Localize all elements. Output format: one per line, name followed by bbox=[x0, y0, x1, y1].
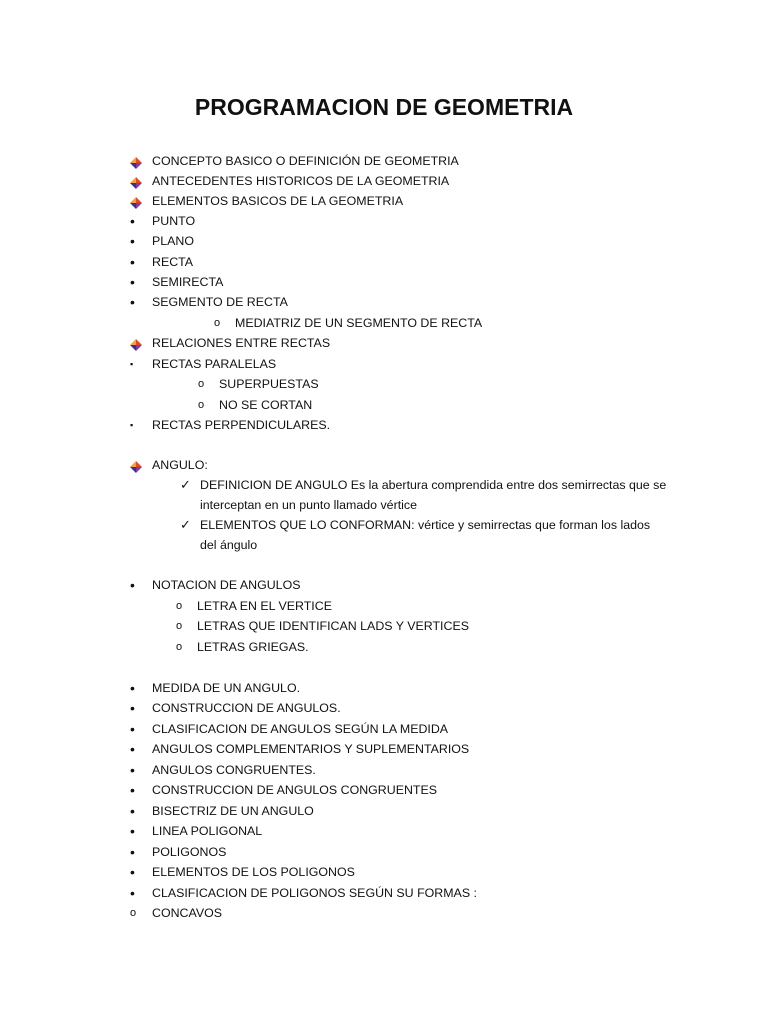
bullet-dot-icon: • bbox=[130, 233, 135, 249]
list-item-text: LETRAS GRIEGAS. bbox=[197, 640, 309, 654]
bullet-dot-icon: • bbox=[130, 213, 135, 229]
list-item-text: BISECTRIZ DE UN ANGULO bbox=[152, 804, 314, 818]
checkmark-icon: ✓ bbox=[180, 517, 191, 532]
circle-bullet-icon: o bbox=[130, 907, 137, 919]
bullet-dot-icon: • bbox=[130, 782, 135, 798]
checkmark-icon: ✓ bbox=[180, 477, 191, 492]
bullet-dot-icon: • bbox=[130, 885, 135, 901]
bullet-dot-icon: • bbox=[130, 577, 135, 593]
list-item-text: ANGULOS COMPLEMENTARIOS Y SUPLEMENTARIOS bbox=[152, 742, 470, 756]
list-item-text: PUNTO bbox=[152, 214, 196, 228]
list-item-text: RELACIONES ENTRE RECTAS bbox=[152, 336, 331, 350]
bullet-dot-icon: • bbox=[130, 864, 135, 880]
square-bullet-icon: ▪ bbox=[130, 359, 134, 369]
arrow-bullet-icon bbox=[130, 333, 142, 353]
circle-bullet-icon: o bbox=[198, 399, 205, 411]
bullet-dot-icon: • bbox=[130, 294, 135, 310]
list-item-text: SEMIRECTA bbox=[152, 275, 224, 289]
list-item-text: CONSTRUCCION DE ANGULOS. bbox=[152, 701, 341, 715]
list-item-text: ELEMENTOS DE LOS POLIGONOS bbox=[152, 865, 355, 879]
square-bullet-icon: ▪ bbox=[130, 420, 134, 430]
list-item-text: LETRA EN EL VERTICE bbox=[197, 599, 332, 613]
list-item-text: NOTACION DE ANGULOS bbox=[152, 578, 301, 592]
list-item-text: MEDIATRIZ DE UN SEGMENTO DE RECTA bbox=[235, 316, 483, 330]
bullet-dot-icon: • bbox=[130, 741, 135, 757]
arrow-bullet-icon bbox=[130, 171, 142, 191]
list-item-text: CONCEPTO BASICO O DEFINICIÓN DE GEOMETRIA bbox=[152, 154, 459, 168]
list-item-text: POLIGONOS bbox=[152, 845, 227, 859]
arrow-bullet-icon bbox=[130, 191, 142, 211]
list-item-text: CLASIFICACION DE POLIGONOS SEGÚN SU FORMAS : bbox=[152, 886, 477, 900]
list-item-text: ANGULOS CONGRUENTES. bbox=[152, 763, 316, 777]
list-item-text: ELEMENTOS BASICOS DE LA GEOMETRIA bbox=[152, 194, 404, 208]
bullet-dot-icon: • bbox=[130, 762, 135, 778]
list-item-text: CONCAVOS bbox=[152, 906, 222, 920]
bullet-dot-icon: • bbox=[130, 721, 135, 737]
circle-bullet-icon: o bbox=[176, 620, 183, 632]
circle-bullet-icon: o bbox=[176, 641, 183, 653]
list-item-text: ELEMENTOS QUE LO CONFORMAN: vértice y semirrectas que forman los lados del ángulo bbox=[200, 518, 651, 552]
bullet-dot-icon: • bbox=[130, 680, 135, 696]
list-item-text: PLANO bbox=[152, 234, 195, 248]
circle-bullet-icon: o bbox=[176, 600, 183, 612]
circle-bullet-icon: o bbox=[198, 378, 205, 390]
bullet-dot-icon: • bbox=[130, 254, 135, 270]
arrow-bullet-icon bbox=[130, 455, 142, 475]
circle-bullet-icon: o bbox=[214, 317, 221, 329]
bullet-dot-icon: • bbox=[130, 803, 135, 819]
list-item-text: MEDIDA DE UN ANGULO. bbox=[152, 681, 301, 695]
list-item-text: NO SE CORTAN bbox=[219, 398, 313, 412]
list-item-text: RECTA bbox=[152, 255, 194, 269]
arrow-bullet-icon bbox=[130, 151, 142, 171]
bullet-dot-icon: • bbox=[130, 274, 135, 290]
document-title: PROGRAMACION DE GEOMETRIA bbox=[194, 94, 574, 120]
list-item-text: RECTAS PERPENDICULARES. bbox=[152, 418, 331, 432]
list-item-text: SEGMENTO DE RECTA bbox=[152, 295, 288, 309]
list-item-text: ANGULO: bbox=[152, 458, 208, 472]
list-item-text: LETRAS QUE IDENTIFICAN LADS Y VERTICES bbox=[197, 619, 469, 633]
list-item-text: RECTAS PARALELAS bbox=[152, 357, 277, 371]
bullet-dot-icon: • bbox=[130, 700, 135, 716]
list-item-text: ANTECEDENTES HISTORICOS DE LA GEOMETRIA bbox=[152, 174, 450, 188]
list-item-text: CLASIFICACION DE ANGULOS SEGÚN LA MEDIDA bbox=[152, 722, 449, 736]
list-item-text: SUPERPUESTAS bbox=[219, 377, 319, 391]
bullet-dot-icon: • bbox=[130, 823, 135, 839]
bullet-dot-icon: • bbox=[130, 844, 135, 860]
list-item-text: DEFINICION DE ANGULO Es la abertura comprendida entre dos semirrectas que se interceptan en un punto llamado vértice bbox=[200, 478, 667, 512]
list-item-text: CONSTRUCCION DE ANGULOS CONGRUENTES bbox=[152, 783, 438, 797]
list-item-text: LINEA POLIGONAL bbox=[152, 824, 263, 838]
